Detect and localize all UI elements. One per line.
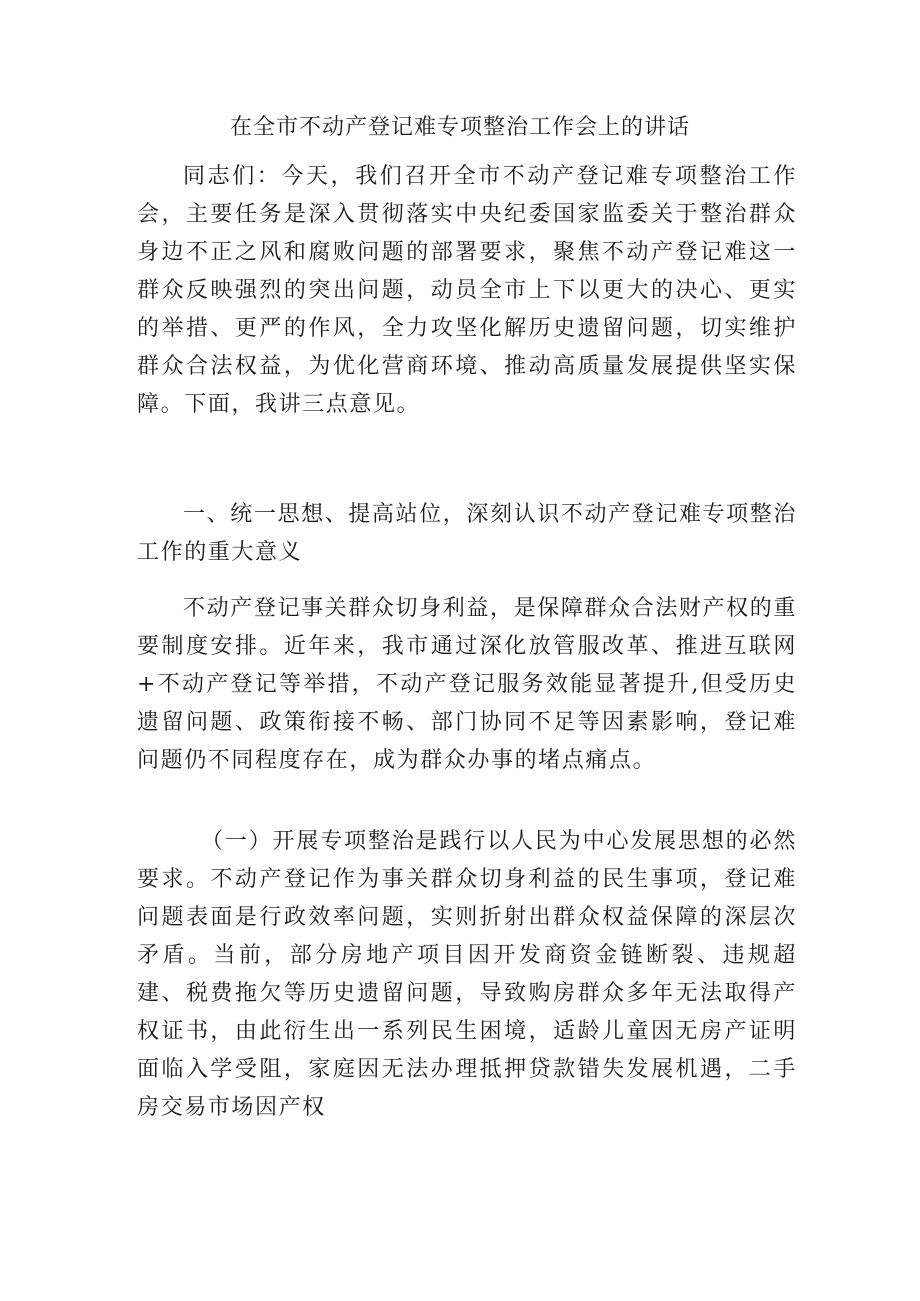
subsection-paragraph-1: （一）开展专项整治是践行以人民为中心发展思想的必然要求。不动产登记作为事关群众切身利益的民生事项，登记难问题表面是行政效率问题，实则折射出群众权益保障的深层次矛盾。当前，部分房地产项目因开发商资金链断裂、违规超建、税费拖欠等历史遗留问题，导致购房群众多年无法取得产权证书，由此衍生出一系列民生困境，适龄儿童因无房产证明面临入学受阻，家庭因无法办理抵押贷款错失发展机遇，二手房交易市场因产权 xyxy=(137,829,797,1120)
body-paragraph: 不动产登记事关群众切身利益，是保障群众合法财产权的重要制度安排。近年来，我市通过深化放管服改革、推进互联网+不动产登记等举措，不动产登记服务效能显著提升,但受历史遗留问题、政策衔接不畅、部门协同不足等因素影响，登记难问题仍不同程度存在，成为群众办事的堵点痛点。 xyxy=(137,596,797,773)
document-title: 在全市不动产登记难专项整治工作会上的讲话 xyxy=(229,115,690,140)
opening-paragraph: 同志们：今天，我们召开全市不动产登记难专项整治工作会，主要任务是深入贯彻落实中央纪委国家监委关于整治群众身边不正之风和腐败问题的部署要求，聚焦不动产登记难这一群众反映强烈的突出问题，动员全市上下以更大的决心、更实的举措、更严的作风，全力攻坚化解历史遗留问题，切实维护群众合法权益，为优化营商环境、推动高质量发展提供坚实保障。下面，我讲三点意见。 xyxy=(137,164,797,417)
section-heading-1: 一、统一思想、提高站位，深刻认识不动产登记难专项整治工作的重大意义 xyxy=(137,502,797,565)
